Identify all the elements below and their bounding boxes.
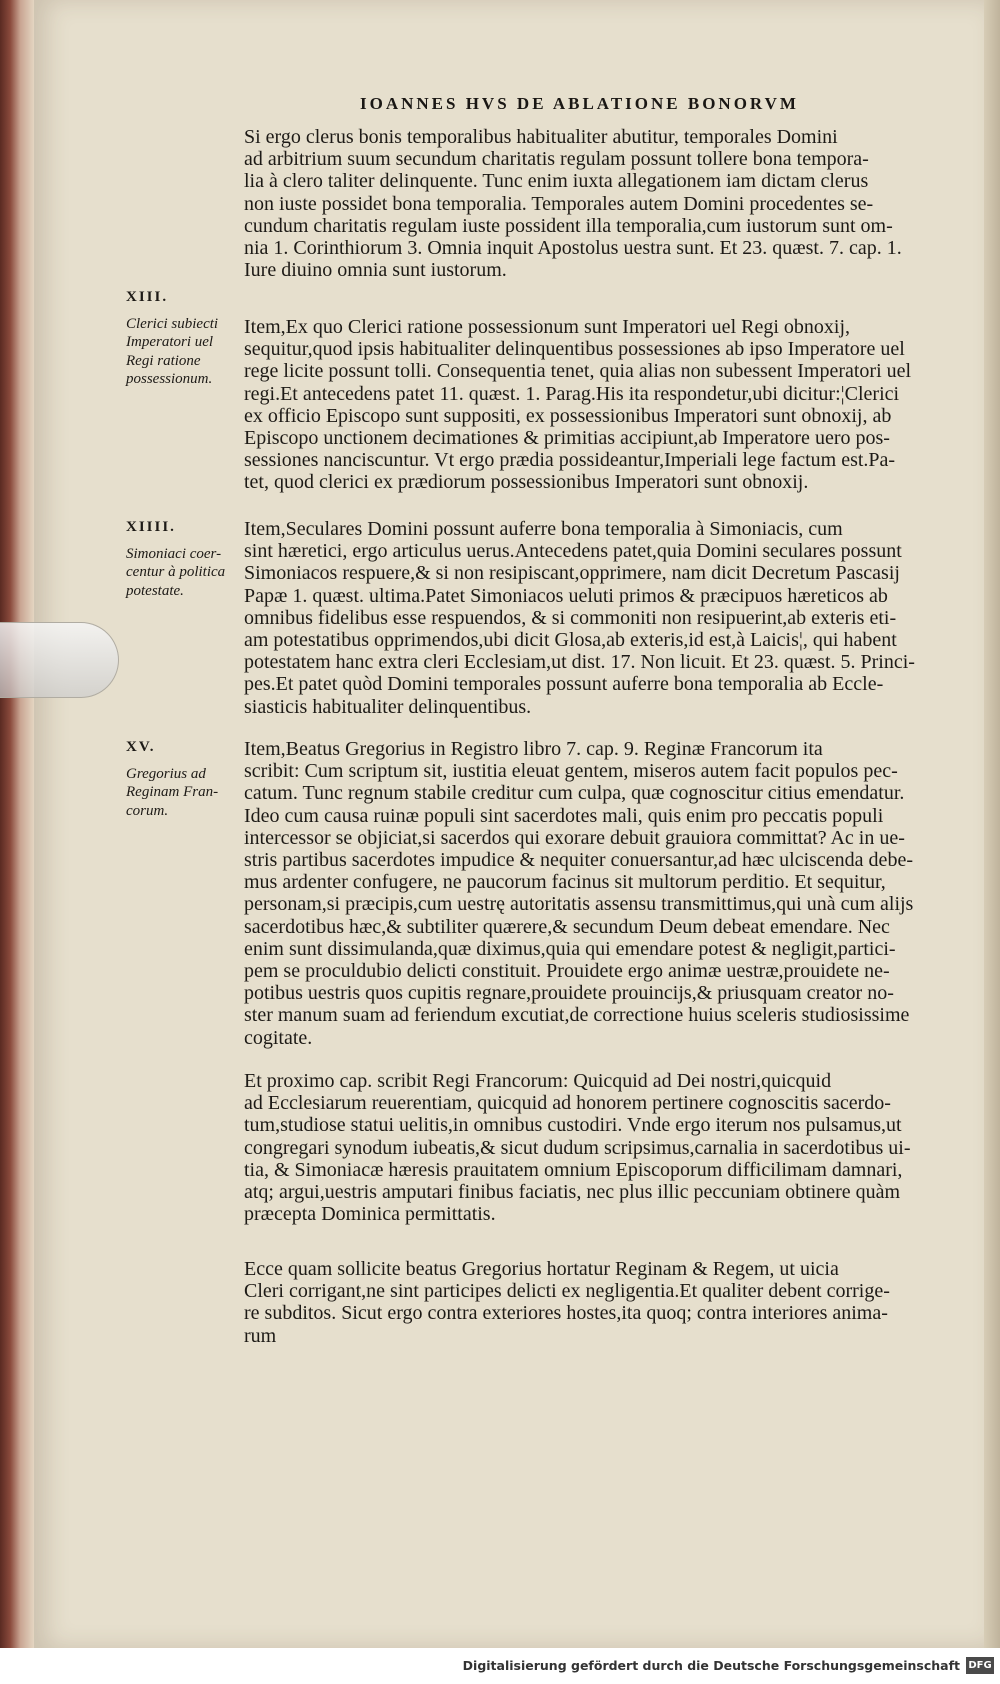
text-line: sint hæretici, ergo articulus uerus.Antecedens patet,quia Domini seculares possunt: [244, 540, 902, 563]
text-line: omnibus fidelibus esse respuendos, & si commoniti non resipuerint,ab exteris eti-: [244, 606, 897, 629]
text-line: pem se proculdubio delicti constituit. Prouidete ergo animæ uestræ,prouidete ne-: [244, 960, 890, 983]
text-line: siasticis habitualiter delinquentibus.: [244, 695, 532, 718]
paragraph: [244, 126, 968, 281]
margin-note-line: possessionum.: [126, 371, 213, 387]
dfg-logo: DFG: [966, 1657, 994, 1674]
margin-note-line: Reginam Fran-: [126, 784, 219, 800]
text-line: am potestatibus opprimendos,ubi dicit Glosa,ab exteris,id est,à Laicis¦, qui habent: [244, 629, 897, 652]
paragraph: [244, 316, 968, 494]
text-line: non iuste possidet bona temporalia. Temporales autem Domini procedentes se-: [244, 192, 874, 215]
footer-bar: [0, 1648, 1000, 1684]
page-clip: [0, 622, 119, 698]
margin-note-line: Regi ratione: [126, 352, 201, 369]
text-line: scribit: Cum scriptum sit, iustitia eleuat gentem, miseros autem facit populos pec-: [244, 760, 898, 783]
margin-note-line: Simoniaci coer-: [126, 545, 222, 562]
text-line: Si ergo clerus bonis temporalibus habitualiter abutitur, temporales Domini: [244, 126, 838, 148]
text-line: catum. Tunc regnum stabile creditur cum culpa, quæ cognoscitur citius emendatur.: [244, 782, 905, 805]
text-line: cundum charitatis regulam iuste possident illa temporalia,cum iustorum sunt om-: [244, 214, 893, 237]
paragraph: [244, 1258, 968, 1347]
text-line: cogitate.: [244, 1026, 313, 1049]
text-line: ad arbitrium suum secundum charitatis regulam possunt tollere bona tempora-: [244, 148, 869, 171]
section-number: XIIII.: [126, 519, 176, 535]
text-line: mus ardenter confugere, ne paucorum facinus sit multorum perditio. Et sequitur,: [244, 871, 886, 894]
text-line: atq; argui,uestris amputari finibus faciatis, nec plus illic peccuniam obtinere quàm: [244, 1181, 901, 1204]
margin-note: [126, 738, 244, 820]
paragraph: [244, 1070, 968, 1225]
text-line: Item,Beatus Gregorius in Registro libro 7. cap. 9. Reginæ Francorum ita: [244, 738, 823, 760]
text-line: rege licite possunt tolli. Consequentia tenet, quia alias non subessent Imperatori uel: [244, 360, 912, 383]
text-line: sacerdotibus hæc,& subtiliter quærere,& secundum Deum debeat emendare. Nec: [244, 915, 890, 938]
page-right-edge: [984, 0, 1000, 1648]
text-line: Iure diuino omnia sunt iustorum.: [244, 259, 507, 282]
text-line: potestatem hanc extra cleri Ecclesiam,ut dist. 17. Non licuit. Et 23. quæst. 5. Princi-: [244, 651, 915, 674]
text-line: Et proximo cap. scribit Regi Francorum: Quicquid ad Dei nostri,quicquid: [244, 1070, 832, 1092]
text-line: lia à clero taliter delinquente. Tunc enim iuxta allegationem iam dictam clerus: [244, 170, 869, 193]
paragraph: [244, 518, 968, 718]
section-number: XIII.: [126, 289, 169, 305]
text-line: ad Ecclesiarum reuerentiam, quicquid ad honorem pertinere cognoscitis sacerdo-: [244, 1092, 891, 1115]
text-line: Item,Seculares Domini possunt auferre bona temporalia à Simoniacis, cum: [244, 518, 843, 540]
text-line: ster manum suam ad feriendum excutiat,de correctione huius sceleris studiosissime: [244, 1004, 910, 1027]
text-line: personam,si præcipis,cum uestrę autoritatis assensu transmittimus,qui unà cum alijs: [244, 893, 914, 916]
text-line: stris partibus sacerdotes impudice & nequiter conuersantur,ad hæc ulciscenda debe-: [244, 849, 913, 872]
margin-note: [126, 518, 244, 600]
text-line: præcepta Dominica permittatis.: [244, 1203, 496, 1226]
text-line: congregari synodum iubeatis,& sicut dudum scripsimus,carnalia in sacerdotibus ui-: [244, 1136, 911, 1159]
text-line: ex officio Episcopo sunt suppositi, ex possessionibus Imperatori sunt obnoxij, ab: [244, 404, 892, 427]
text-line: regi.Et antecedens patet 11. quæst. 1. Parag.His ita respondetur,ubi dicitur:¦Clerici: [244, 382, 900, 405]
running-header: IOANNES HVS DE ABLATIONE BONORVM: [360, 94, 799, 113]
footer-credit: Digitalisierung gefördert durch die Deutsche Forschungsgemeinschaft: [462, 1658, 960, 1673]
text-line: enim sunt dissimulanda,quæ diximus,quia qui emendare potest & negligit,partici-: [244, 937, 896, 960]
text-line: nia 1. Corinthiorum 3. Omnia inquit Apostolus uestra sunt. Et 23. quæst. 7. cap. 1.: [244, 237, 902, 260]
text-line: sessiones nanciscuntur. Vt ergo prædia possideantur,Imperiali lege factum est.Pa-: [244, 449, 896, 472]
text-line: tia, & Simoniacæ hæresis prauitatem omnium Episcoporum difficilimam damnari,: [244, 1158, 903, 1181]
text-line: Episcopo unctionem decimationes & primitias accipiunt,ab Imperatore uero pos-: [244, 427, 890, 450]
text-line: Simoniacos respuere,& si non resipiscant,opprimere, nam dicit Decretum Pascasij: [244, 562, 900, 585]
section-number: XV.: [126, 739, 156, 755]
text-line: tum,studiose statui uelitis,in omnibus custodiri. Vnde ergo iterum nos pulsamus,ut: [244, 1114, 902, 1137]
margin-note: [126, 288, 244, 389]
text-line: rum: [244, 1324, 277, 1347]
text-line: pes.Et patet quòd Domini temporales possunt auferre bona temporalia ab Eccle-: [244, 673, 884, 696]
text-line: tet, quod clerici ex prædiorum possessionibus Imperatori sunt obnoxij.: [244, 471, 809, 494]
margin-note-line: centur à politica: [126, 564, 226, 580]
text-line: sequitur,quod ipsis habitualiter delinquentibus possessiones ab ipso Imperatore uel: [244, 338, 905, 361]
margin-note-line: Gregorius ad: [126, 765, 206, 782]
text-line: re subditos. Sicut ergo contra exteriores hostes,ita quoq; contra interiores anima-: [244, 1302, 888, 1325]
text-line: intercessor se objiciat,si sacerdos qui exorare debuit grauiora committat? Ac in ue-: [244, 826, 905, 849]
text-line: Item,Ex quo Clerici ratione possessionum sunt Imperatori uel Regi obnoxij,: [244, 316, 851, 338]
text-line: potibus uestris quos cupitis regnare,prouidete prouincijs,& priusquam creator no-: [244, 982, 894, 1005]
text-line: Ideo cum causa ruinæ populi sint sacerdotes mali, quis enim pro peccatis populi: [244, 804, 884, 827]
text-line: Cleri corrigant,ne sint participes delicti ex negligentia.Et qualiter debent corrige-: [244, 1280, 890, 1303]
book-binding-edge: [0, 0, 34, 1684]
margin-note-line: Imperatori uel: [126, 334, 214, 350]
paragraph: [244, 738, 968, 1049]
margin-note-line: potestate.: [126, 582, 184, 599]
text-line: Papæ 1. quæst. ultima.Patet Simoniacos ueluti primos & præcipuos hæreticos ab: [244, 584, 888, 607]
margin-note-line: corum.: [126, 802, 169, 819]
text-line: Ecce quam sollicite beatus Gregorius hortatur Reginam & Regem, ut uicia: [244, 1258, 839, 1280]
margin-note-line: Clerici subiecti: [126, 315, 219, 332]
